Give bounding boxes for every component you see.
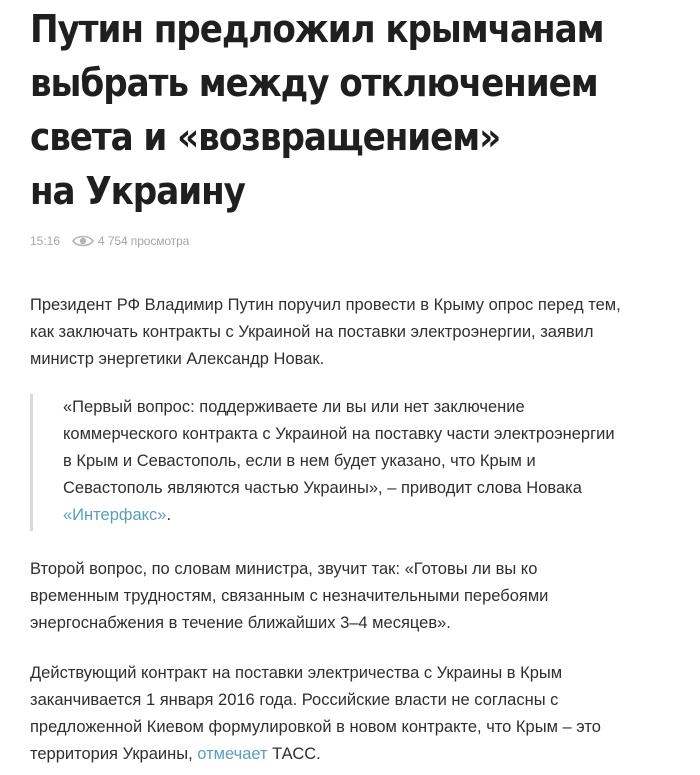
text-line: Второй вопрос, по словам министра, звучит так: «Готовы ли вы ко	[30, 560, 538, 578]
paragraph-contract	[30, 660, 685, 768]
text-suffix: ТАСС.	[267, 745, 321, 763]
text-line: министр энергетики Александр Новак.	[30, 350, 325, 368]
eye-icon	[72, 234, 94, 248]
quote-end: .	[166, 506, 172, 524]
quote-line-last	[63, 502, 685, 529]
quote-line: Севастополь являются частью Украины», – приводит слова Новака	[63, 479, 582, 497]
text-line-last	[30, 741, 685, 768]
quote-line: в Крым и Севастополь, если в нем будет указано, что Крым и	[63, 452, 536, 470]
article-meta	[30, 232, 189, 250]
publish-time: 15:16	[30, 234, 61, 248]
headline-line: Путин предложил крымчанам	[30, 7, 604, 51]
text-line: энергоснабжения в течение ближайших 3–4 месяцев».	[30, 614, 451, 632]
headline-line: на Украину	[30, 169, 245, 213]
headline-line: света и «возвращением»	[30, 115, 501, 159]
quote-line: коммерческого контракта с Украиной на поставку части электроэнергии	[63, 425, 615, 443]
view-count: 4 754 просмотра	[98, 234, 190, 248]
paragraph-intro	[30, 292, 685, 373]
blockquote	[30, 394, 685, 531]
text-line: заканчивается 1 января 2016 года. Российские власти не согласны с	[30, 691, 559, 709]
text-line: Действующий контракт на поставки электричества с Украины в Крым	[30, 664, 563, 682]
tass-source-link[interactable]: отмечает	[197, 745, 268, 763]
paragraph-second-question	[30, 556, 685, 637]
text-line: предложенной Киевом формулировкой в новом контракте, что Крым – это	[30, 718, 601, 736]
text-line: как заключать контракты с Украиной на поставки электроэнергии, заявил	[30, 323, 594, 341]
headline	[30, 2, 624, 218]
headline-line: выбрать между отключением	[30, 61, 598, 105]
text-line: Президент РФ Владимир Путин поручил провести в Крыму опрос перед тем,	[30, 296, 621, 314]
text-prefix: территория Украины,	[30, 745, 198, 763]
interfax-link[interactable]: «Интерфакс»	[63, 506, 167, 524]
text-line: временным трудностям, связанным с незначительными перебоями	[30, 587, 549, 605]
quote-line: «Первый вопрос: поддерживаете ли вы или нет заключение	[63, 398, 525, 416]
